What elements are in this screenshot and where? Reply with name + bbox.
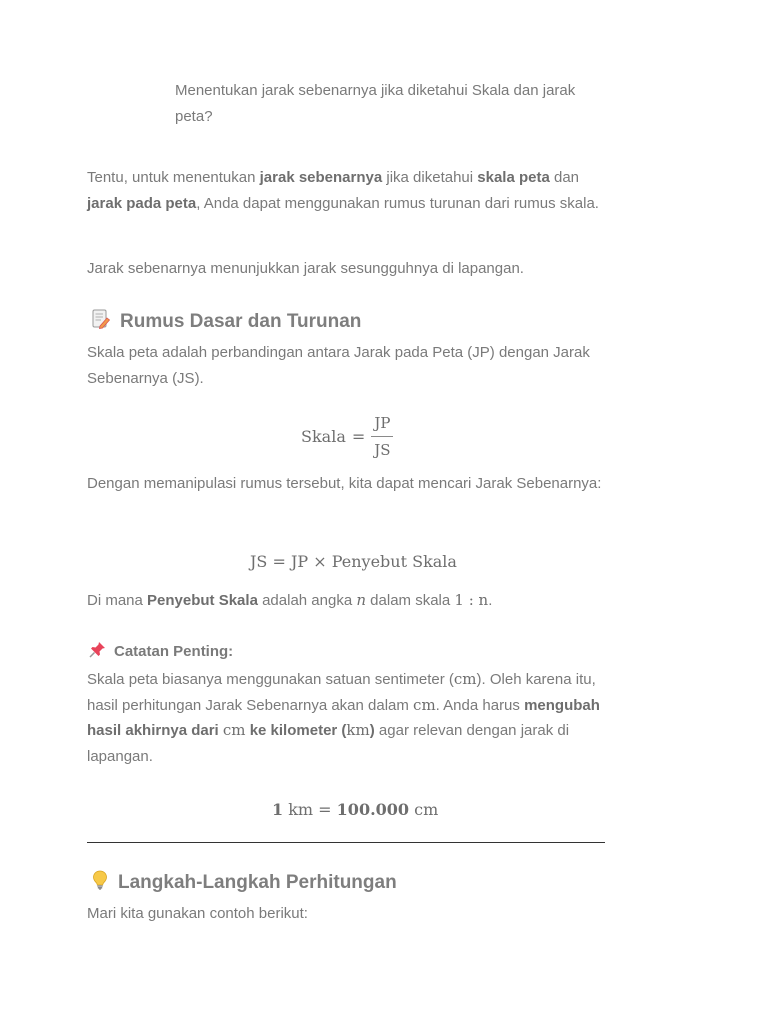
note-math-cm-3: cm: [222, 721, 246, 739]
formula-km-unit: km =: [283, 800, 337, 819]
intro-paragraph: [87, 165, 607, 216]
formula-cm-value: 100.000: [336, 800, 410, 819]
formula-lhs: Skala: [301, 427, 346, 446]
section-title: Rumus Dasar dan Turunan: [120, 311, 362, 332]
p3-text-1: Di mana: [87, 592, 148, 609]
intro-bold-1: jarak sebenarnya: [259, 169, 383, 186]
p3-text-2: adalah angka: [257, 592, 357, 609]
note-title: Catatan Penting:: [114, 643, 234, 660]
p3-math-n: n: [356, 591, 367, 609]
question-text: Menentukan jarak sebenarnya jika diketahui Skala dan jarak peta?: [175, 82, 576, 125]
memo-icon: [92, 309, 110, 335]
p3-text-3: dalam skala: [366, 592, 455, 609]
section2-paragraph-1: Mari kita gunakan contoh berikut:: [87, 905, 308, 922]
section1-paragraph-2: Dengan memanipulasi rumus tersebut, kita dapat mencari Jarak Sebenarnya:: [87, 475, 602, 492]
p3-math-scale: 1 : n: [454, 591, 489, 609]
fraction-numerator: JP: [371, 414, 393, 437]
section-heading-langkah: [92, 870, 397, 896]
note-heading: [89, 641, 233, 662]
intro-paragraph-2: Jarak sebenarnya menunjukkan jarak sesungguhnya di lapangan.: [87, 260, 524, 277]
note-math-cm-1: cm: [453, 670, 477, 688]
note-math-km: km: [346, 721, 370, 739]
formula-fraction: [371, 414, 393, 459]
intro-bold-3: jarak pada peta: [87, 194, 197, 212]
section1-paragraph-3: [87, 588, 607, 614]
section-divider: [87, 842, 605, 843]
formula-js: JS = JP × Penyebut Skala: [250, 552, 457, 571]
intro-text-1: Tentu, untuk menentukan: [87, 169, 260, 186]
formula-eq: =: [351, 427, 366, 446]
intro-text-2: jika diketahui: [382, 169, 478, 186]
p3-bold-1: Penyebut Skala: [147, 592, 258, 609]
formula-km-value: 1: [272, 800, 284, 819]
intro-text-4: , Anda dapat menggunakan rumus turunan dari rumus skala.: [196, 194, 599, 212]
formula-skala: [301, 414, 394, 459]
note-paragraph: [87, 667, 607, 769]
note-math-cm-2: cm: [413, 695, 436, 714]
note-bold-2: ke kilometer (: [245, 722, 347, 739]
note-text-1: Skala peta biasanya menggunakan satuan sentimeter (: [87, 671, 454, 688]
note-text-2: ). Oleh karena itu, hasil perhitungan Jarak Sebenarnya akan dalam: [87, 671, 596, 714]
formula-cm-unit: cm: [409, 800, 439, 819]
note-bold-1: mengubah hasil akhirnya dari: [87, 696, 600, 739]
fraction-denominator: JS: [374, 441, 391, 459]
section-heading-rumus: [92, 309, 361, 335]
section1-paragraph-1: Skala peta adalah perbandingan antara Jarak pada Peta (JP) dengan Jarak Sebenarnya (JS).: [87, 344, 590, 387]
note-text-4: agar relevan dengan jarak di lapangan.: [87, 722, 570, 765]
pushpin-icon: [89, 641, 106, 662]
p3-text-4: .: [488, 592, 493, 609]
section-title: Langkah-Langkah Perhitungan: [118, 872, 397, 893]
intro-text-3: dan: [549, 169, 580, 186]
note-text-3: . Anda harus: [435, 696, 525, 714]
lightbulb-icon: [92, 870, 108, 896]
note-bold-3: ): [369, 722, 375, 739]
formula-km-cm: [272, 800, 438, 819]
intro-bold-2: skala peta: [477, 169, 550, 186]
